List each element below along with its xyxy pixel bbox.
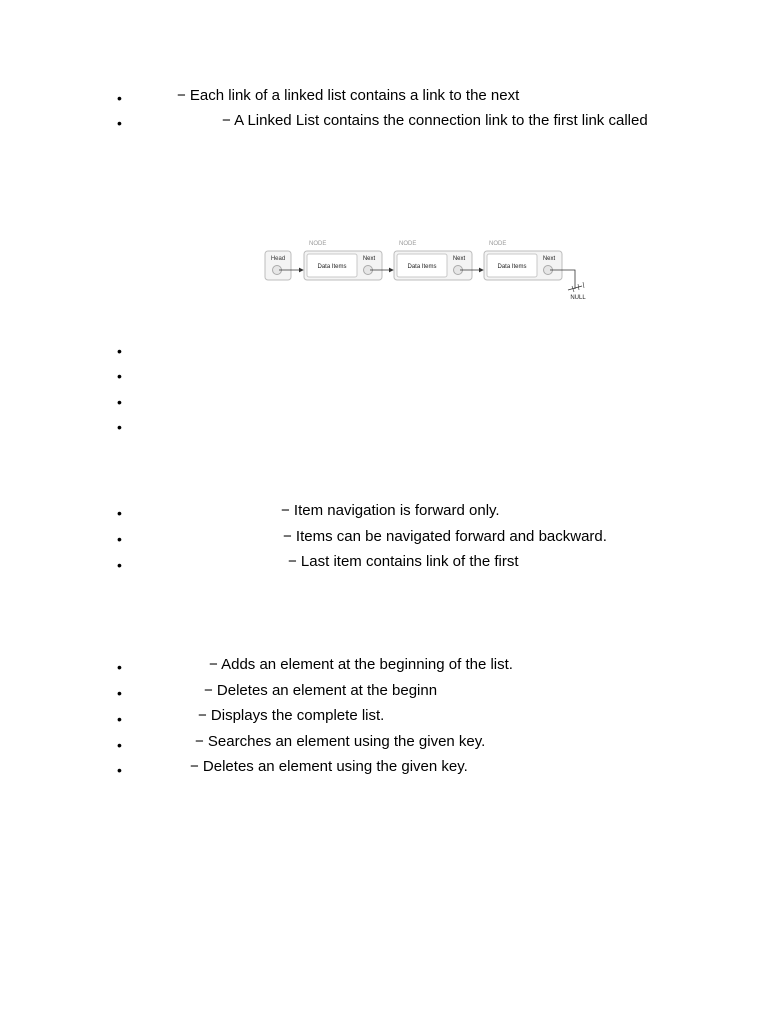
list-item: − Item navigation is forward only. — [281, 502, 500, 519]
list-item: − Searches an element using the given key. — [195, 733, 486, 750]
node-1 — [304, 241, 382, 280]
bullet: • — [117, 505, 122, 521]
bullet: • — [117, 557, 122, 573]
node-3 — [484, 241, 562, 280]
next-label: Next — [452, 256, 466, 262]
next-label: Next — [362, 256, 376, 262]
list-item: − Displays the complete list. — [198, 707, 385, 724]
list-item: − Deletes an element using the given key. — [190, 758, 468, 775]
bullet: • — [117, 711, 122, 727]
data-items-label: Data Items — [497, 264, 527, 270]
bullet: • — [117, 737, 122, 753]
node-label: NODE — [399, 241, 417, 247]
list-item: − A Linked List contains the connection link to the first link called — [222, 112, 648, 129]
node-2 — [394, 241, 472, 280]
node-label: NODE — [489, 241, 507, 247]
bullet: • — [117, 762, 122, 778]
list-item: − Items can be navigated forward and backward. — [283, 528, 607, 545]
data-items-label: Data Items — [407, 264, 437, 270]
head-box — [265, 251, 291, 280]
bullet: • — [117, 419, 122, 435]
bullet: • — [117, 394, 122, 410]
null-label: NULL — [570, 295, 586, 301]
bullet: • — [117, 343, 122, 359]
bullet: • — [117, 685, 122, 701]
linked-list-diagram — [262, 236, 592, 302]
bullet: • — [117, 659, 122, 675]
bullet: • — [117, 115, 122, 131]
bullet: • — [117, 531, 122, 547]
data-items-label: Data Items — [317, 264, 347, 270]
bullet: • — [117, 368, 122, 384]
list-item: − Deletes an element at the beginn — [204, 682, 438, 699]
list-item: − Adds an element at the beginning of the list. — [209, 656, 513, 673]
ground-icon — [568, 282, 584, 292]
list-item: − Each link of a linked list contains a link to the next — [177, 87, 520, 104]
next-label: Next — [542, 256, 556, 262]
bullet: • — [117, 90, 122, 106]
head-label: Head — [270, 256, 286, 262]
node-label: NODE — [309, 241, 327, 247]
list-item: − Last item contains link of the first — [288, 553, 519, 570]
